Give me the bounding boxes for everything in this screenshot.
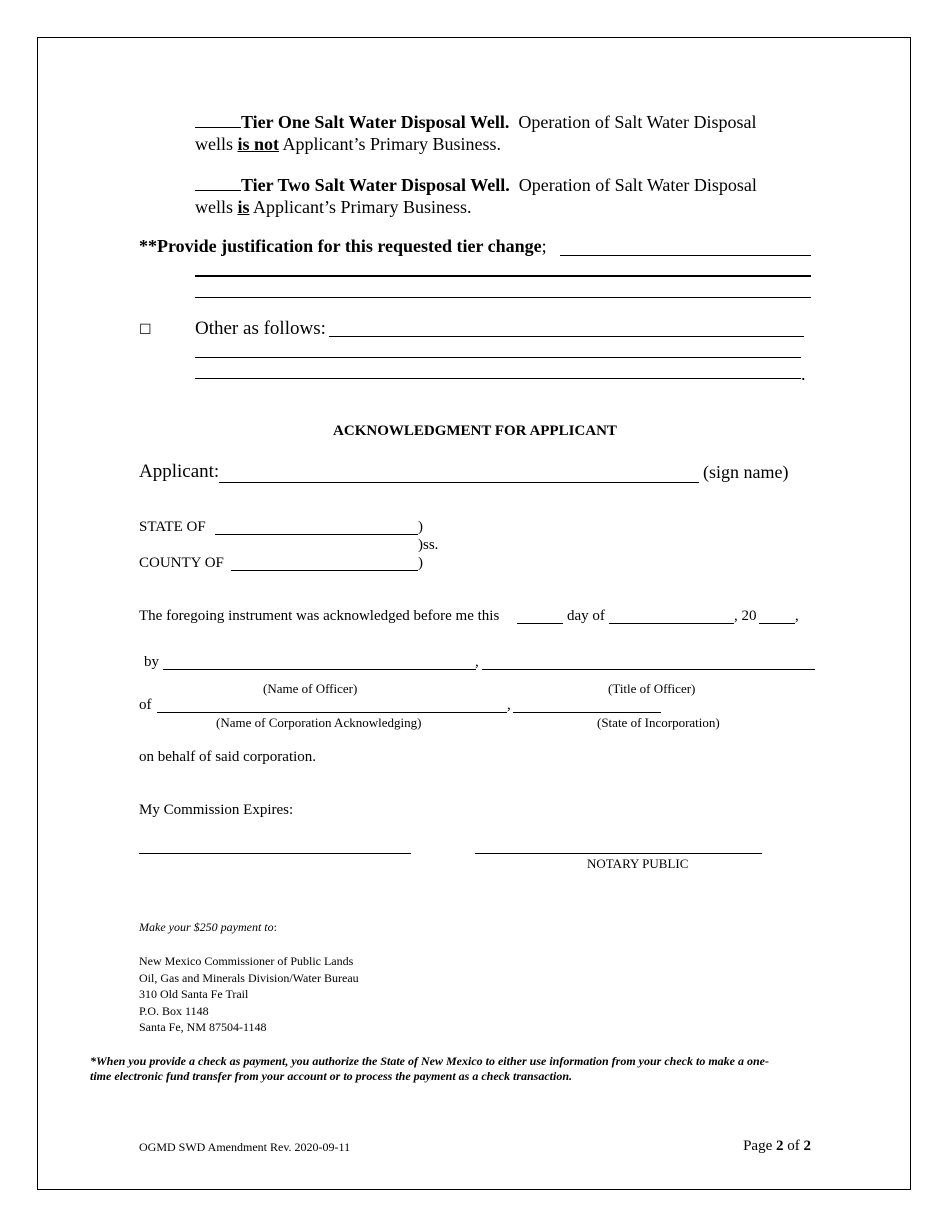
name-of-officer-caption: (Name of Officer) <box>263 681 358 696</box>
state-of-inc-caption: (State of Incorporation) <box>597 715 720 730</box>
notary-public-caption: NOTARY PUBLIC <box>587 856 689 871</box>
incorporation-state-field[interactable] <box>513 712 661 713</box>
payment-label <box>139 920 277 935</box>
officer-title-field[interactable] <box>482 669 815 670</box>
payment-address <box>139 953 359 1036</box>
disclaimer-line: time electronic fund transfer from your account or to process the payment as a check transaction. <box>90 1069 572 1083</box>
corporation-name-field[interactable] <box>157 712 507 713</box>
other-period: . <box>801 364 806 384</box>
tier-one-line1 <box>195 112 757 133</box>
day-field[interactable] <box>517 623 563 624</box>
officer-name-field[interactable] <box>163 669 476 670</box>
tier-two-emph: is <box>237 197 250 217</box>
county-field[interactable] <box>231 570 418 571</box>
tier-one-emph: is not <box>237 134 280 154</box>
ss-label: )ss. <box>418 537 439 553</box>
justification-text: **Provide justification for this requested tier change <box>139 236 542 256</box>
address-line: New Mexico Commissioner of Public Lands <box>139 954 354 968</box>
revision-label: OGMD SWD Amendment Rev. 2020-09-11 <box>139 1140 351 1154</box>
checkbox-icon: ☐ <box>139 323 152 338</box>
title-of-officer-caption: (Title of Officer) <box>608 681 696 696</box>
foregoing-text: The foregoing instrument was acknowledged before me this <box>139 608 500 624</box>
tier-one-title: Tier One Salt Water Disposal Well. <box>241 112 510 132</box>
page-total: 2 <box>803 1138 811 1154</box>
state-of-label: STATE OF <box>139 519 206 535</box>
year-prefix: , 20 <box>734 608 757 624</box>
tier-one-desc: Operation of Salt Water Disposal <box>518 112 757 132</box>
tier-two-line2 <box>195 197 472 218</box>
other-field-1[interactable] <box>329 336 804 337</box>
state-field[interactable] <box>215 534 418 535</box>
notary-signature-field[interactable] <box>475 853 762 854</box>
address-line: P.O. Box 1148 <box>139 1003 209 1018</box>
page-current: 2 <box>776 1138 784 1154</box>
year-suffix: , <box>795 608 799 624</box>
tier-two-blank[interactable] <box>195 189 241 191</box>
commission-label: My Commission Expires: <box>139 802 294 818</box>
tier-one-rest: Applicant’s Primary Business. <box>282 134 502 154</box>
disclaimer-line: *When you provide a check as payment, you authorize the State of New Mexico to either use information from your check to make a one- <box>90 1054 769 1068</box>
of-label: of <box>139 697 152 713</box>
applicant-signature-field[interactable] <box>219 482 699 483</box>
tier-two-wells: wells <box>195 197 233 217</box>
other-label: Other as follows: <box>195 318 326 339</box>
address-line: 310 Old Santa Fe Trail <box>139 987 249 1001</box>
page-word: Page <box>743 1138 773 1154</box>
by-comma: , <box>475 654 479 670</box>
page-number <box>743 1138 811 1155</box>
tier-two-line1 <box>195 175 757 196</box>
of-comma: , <box>507 697 511 713</box>
tier-two-desc: Operation of Salt Water Disposal <box>518 175 757 195</box>
address-line: Oil, Gas and Minerals Division/Water Bureau <box>139 970 359 985</box>
address-line: Santa Fe, NM 87504-1148 <box>139 1020 267 1034</box>
month-field[interactable] <box>609 623 734 624</box>
commission-date-field[interactable] <box>139 853 411 854</box>
justification-field-1[interactable] <box>560 255 811 256</box>
tier-two-rest: Applicant’s Primary Business. <box>253 197 472 217</box>
tier-two-title: Tier Two Salt Water Disposal Well. <box>241 175 510 195</box>
on-behalf-text: on behalf of said corporation. <box>139 749 317 765</box>
day-of-label: day of <box>567 608 605 624</box>
other-checkbox[interactable] <box>139 322 152 339</box>
check-disclaimer <box>90 1054 769 1084</box>
county-of-label: COUNTY OF <box>139 555 224 571</box>
justification-semicolon: ; <box>541 236 547 256</box>
payment-label-text: Make your $250 payment to <box>139 920 274 934</box>
name-of-corp-caption: (Name of Corporation Acknowledging) <box>216 715 422 730</box>
year-field[interactable] <box>759 623 795 624</box>
tier-one-line2 <box>195 134 501 155</box>
page-of: of <box>787 1138 800 1154</box>
sign-name-label: (sign name) <box>703 462 789 482</box>
justification-field-2[interactable] <box>195 275 811 277</box>
applicant-label: Applicant: <box>139 461 220 482</box>
other-field-3[interactable] <box>195 378 801 379</box>
payment-colon: : <box>273 920 277 934</box>
acknowledgment-heading: ACKNOWLEDGMENT FOR APPLICANT <box>333 423 617 439</box>
state-paren: ) <box>418 519 423 535</box>
justification-field-3[interactable] <box>195 297 811 298</box>
tier-one-blank[interactable] <box>195 126 241 128</box>
by-label: by <box>144 654 159 670</box>
justification-label <box>139 236 547 257</box>
county-paren: ) <box>418 555 423 571</box>
other-field-2[interactable] <box>195 357 801 358</box>
tier-one-wells: wells <box>195 134 233 154</box>
